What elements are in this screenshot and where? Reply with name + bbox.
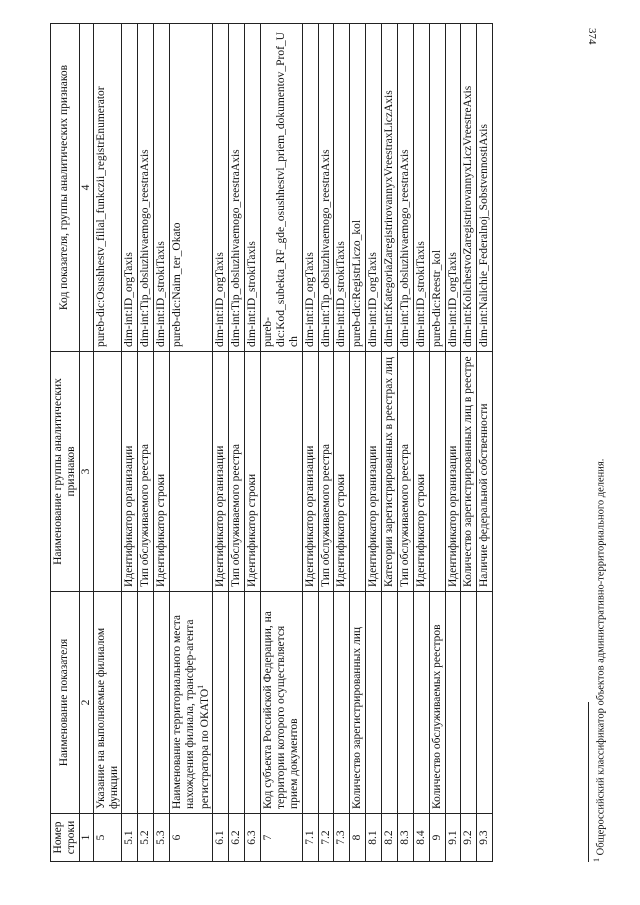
group-name-cell-text: Идентификатор строки	[335, 473, 348, 587]
code-cell	[366, 24, 382, 352]
table-row	[245, 24, 261, 862]
code-cell	[382, 24, 398, 352]
indicator-name-cell	[461, 592, 477, 814]
code-cell	[122, 24, 138, 352]
row-number-cell-text: 8.3	[398, 830, 411, 845]
group-name-cell-text: Тип обслуживаемого реестра	[398, 443, 411, 587]
code-cell	[154, 24, 170, 352]
code-cell-text: pureb-dic:Kod_subekta_RF_gde_osushhestvl_priem_dokumentov_Prof_Uch	[262, 32, 300, 347]
group-name-cell	[382, 352, 398, 592]
table-row	[261, 24, 303, 862]
code-cell	[477, 24, 493, 352]
row-number-cell-text: 5.3	[155, 830, 168, 845]
table-row	[229, 24, 245, 862]
row-number-cell	[93, 814, 122, 862]
indicator-name-cell	[261, 592, 303, 814]
group-name-cell-text: Идентификатор строки	[155, 473, 168, 587]
code-cell-text: dim-int:ID_orgTaxis	[123, 252, 136, 347]
indicator-name-cell	[213, 592, 229, 814]
row-number-cell	[334, 814, 350, 862]
table-row	[302, 24, 318, 862]
code-cell-text: dim-int:ID_strokiTaxis	[414, 241, 427, 347]
group-name-cell-text: Идентификатор организации	[214, 445, 227, 587]
row-number-cell-text: 9.3	[478, 830, 491, 845]
row-number-cell	[261, 814, 303, 862]
code-cell	[245, 24, 261, 352]
row-number-cell	[429, 814, 445, 862]
row-number-cell-text: 9.1	[446, 830, 459, 845]
footnote	[592, 459, 607, 862]
row-number-cell-text: 8.1	[367, 830, 380, 845]
row-number-cell-text: 9	[430, 834, 443, 841]
group-name-cell	[229, 352, 245, 592]
code-cell	[229, 24, 245, 352]
code-cell-text: pureb-dic:RegistrLiczo_kol	[351, 219, 364, 347]
row-number-cell	[122, 814, 138, 862]
indicator-name-cell	[382, 592, 398, 814]
indicator-name-cell	[138, 592, 154, 814]
code-cell	[93, 24, 122, 352]
code-cell-text: pureb-dic:Naim_ter_Okato	[171, 222, 183, 347]
code-cell-text: dim-int:Tip_obsluzhivaemogo_reestraAxis	[398, 149, 411, 347]
code-cell-text: dim-int:Tip_obsluzhivaemogo_reestraAxis	[139, 149, 152, 347]
group-name-cell	[93, 352, 122, 592]
code-cell	[461, 24, 477, 352]
row-number-cell-text: 6.2	[230, 830, 243, 845]
indicator-name-cell	[477, 592, 493, 814]
row-number-cell-text: 5.1	[123, 830, 136, 845]
group-name-cell-text: Идентификатор организации	[446, 445, 459, 587]
code-cell	[261, 24, 303, 352]
code-cell	[397, 24, 413, 352]
column-index: 1	[79, 814, 93, 862]
table-row	[397, 24, 413, 862]
table-row	[154, 24, 170, 862]
group-name-cell	[334, 352, 350, 592]
group-name-cell	[397, 352, 413, 592]
indicator-name-cell	[334, 592, 350, 814]
row-number-cell-text: 7.2	[319, 830, 332, 845]
table-row	[382, 24, 398, 862]
row-number-cell-text: 7	[262, 834, 275, 841]
row-number-cell-text: 6.3	[246, 830, 259, 845]
row-number-cell	[213, 814, 229, 862]
code-cell	[334, 24, 350, 352]
code-cell	[413, 24, 429, 352]
rotated-page	[40, 0, 610, 870]
indicator-name-cell	[93, 592, 122, 814]
code-cell-text: dim-int:Tip_obsluzhivaemogo_reestraAxis	[230, 149, 243, 347]
group-name-cell-text: Тип обслуживаемого реестра	[230, 443, 243, 587]
row-number-cell	[170, 814, 213, 862]
row-number-cell	[413, 814, 429, 862]
code-cell-text: dim-int:ID_orgTaxis	[367, 252, 380, 347]
group-name-cell	[413, 352, 429, 592]
code-cell	[445, 24, 461, 352]
row-number-cell	[461, 814, 477, 862]
group-name-cell	[213, 352, 229, 592]
table-row	[170, 24, 213, 862]
footnote-reference: 1	[195, 684, 205, 689]
row-number-cell-text: 8.2	[383, 830, 396, 845]
row-number-cell	[477, 814, 493, 862]
row-number-cell	[397, 814, 413, 862]
indicator-name-cell	[397, 592, 413, 814]
group-name-cell-text: Идентификатор организации	[303, 445, 316, 587]
indicator-name-cell-text: Количество обслуживаемых реестров	[430, 624, 443, 809]
table-row	[122, 24, 138, 862]
group-name-cell	[429, 352, 445, 592]
table-header-row	[51, 24, 80, 862]
table-row	[334, 24, 350, 862]
row-number-cell	[366, 814, 382, 862]
indicator-name-cell	[350, 592, 366, 814]
indicator-name-cell	[429, 592, 445, 814]
group-name-cell-text: Идентификатор организации	[367, 445, 380, 587]
indicator-name-cell-text: Код субъекта Российской Федерации, на территории которого осуществляется прием документов	[262, 611, 300, 809]
group-name-cell-text: Категории зарегистрированных в реестрах лиц	[383, 356, 396, 587]
group-name-cell	[245, 352, 261, 592]
header-row-number: Номер строки	[51, 814, 80, 862]
indicator-name-cell	[229, 592, 245, 814]
code-cell	[302, 24, 318, 352]
group-name-cell	[318, 352, 334, 592]
row-number-cell-text: 8.4	[414, 830, 427, 845]
code-cell	[213, 24, 229, 352]
row-number-cell	[445, 814, 461, 862]
row-number-cell-text: 5.2	[139, 830, 152, 845]
indicator-name-cell	[318, 592, 334, 814]
column-index: 2	[79, 592, 93, 814]
group-name-cell	[122, 352, 138, 592]
page-number: 374	[586, 28, 598, 45]
table-row	[366, 24, 382, 862]
row-number-cell-text: 8	[351, 834, 364, 841]
code-cell-text: dim-int:ID_strokiTaxis	[246, 241, 259, 347]
group-name-cell	[461, 352, 477, 592]
column-index: 3	[79, 352, 93, 592]
indicator-table	[50, 23, 493, 862]
group-name-cell	[477, 352, 493, 592]
row-number-cell	[154, 814, 170, 862]
code-cell-text: dim-int:KategoriaZaregistrirovannyxVreestraxLiczAxis	[383, 90, 396, 347]
header-group-name: Наименование группы аналитических признаков	[51, 352, 80, 592]
code-cell-text: dim-int:ID_orgTaxis	[214, 252, 227, 347]
code-cell-text: pureb-dic:Osushhestv_filial_funkczii_registrEnumerator	[94, 86, 107, 347]
code-cell	[170, 24, 213, 352]
footnote-divider	[588, 702, 589, 862]
group-name-cell	[366, 352, 382, 592]
row-number-cell-text: 6.1	[214, 830, 227, 845]
table-row	[318, 24, 334, 862]
code-cell-text: dim-int:Tip_obsluzhivaemogo_reestraAxis	[319, 149, 332, 347]
group-name-cell	[350, 352, 366, 592]
code-cell-text: dim-int:ID_orgTaxis	[303, 252, 316, 347]
row-number-cell-text: 5	[94, 834, 107, 841]
table-row	[429, 24, 445, 862]
table-row	[461, 24, 477, 862]
code-cell	[429, 24, 445, 352]
indicator-name-cell	[122, 592, 138, 814]
indicator-name-cell	[170, 592, 213, 814]
row-number-cell	[229, 814, 245, 862]
indicator-name-cell	[245, 592, 261, 814]
group-name-cell-text: Идентификатор строки	[246, 473, 259, 587]
group-name-cell-text: Наличие федеральной собственности	[478, 403, 491, 587]
group-name-cell-text: Тип обслуживаемого реестра	[139, 443, 152, 587]
indicator-name-cell	[445, 592, 461, 814]
group-name-cell	[302, 352, 318, 592]
group-name-cell-text: Идентификатор организации	[123, 445, 136, 587]
code-cell-text: dim-int:ID_orgTaxis	[446, 252, 459, 347]
code-cell	[138, 24, 154, 352]
row-number-cell	[318, 814, 334, 862]
indicator-name-cell	[413, 592, 429, 814]
column-index: 4	[79, 24, 93, 352]
indicator-name-cell-text: Наименование территориального места нахождения филиала, трансфер-агента регистратора по ОКАТО	[171, 614, 211, 809]
code-cell	[350, 24, 366, 352]
table-row	[350, 24, 366, 862]
indicator-name-cell	[366, 592, 382, 814]
indicator-name-cell	[154, 592, 170, 814]
indicator-name-cell	[302, 592, 318, 814]
code-cell-text: pureb-dic:Reestr_kol	[430, 249, 443, 347]
group-name-cell-text: Тип обслуживаемого реестра	[319, 443, 332, 587]
table-row	[445, 24, 461, 862]
code-cell-text: dim-int:ID_strokiTaxis	[155, 241, 168, 347]
code-cell	[318, 24, 334, 352]
indicator-name-cell-text: Количество зарегистрированных лиц	[351, 626, 364, 809]
table-row	[213, 24, 229, 862]
row-number-cell-text: 7.3	[335, 830, 348, 845]
row-number-cell	[382, 814, 398, 862]
row-number-cell	[302, 814, 318, 862]
code-cell-text: dim-int:KolichestvoZaregistrirovannyxLiczVreestreAxis	[462, 85, 475, 347]
row-number-cell-text: 6	[171, 834, 183, 841]
group-name-cell	[170, 352, 213, 592]
row-number-cell-text: 7.1	[303, 830, 316, 845]
code-cell-text: dim-int:Nalichie_Federalnoj_SobstvennostiAxis	[478, 124, 491, 347]
table-row	[93, 24, 122, 862]
code-cell-text: dim-int:ID_strokiTaxis	[335, 241, 348, 347]
group-name-cell-text: Количество зарегистрированных лиц в реестре	[462, 356, 475, 587]
header-code: Код показателя, группы аналитических признаков	[51, 24, 80, 352]
footnote-text: Общероссийский классификатор объектов административно-территориального деления.	[595, 458, 607, 856]
row-number-cell	[138, 814, 154, 862]
table-body	[93, 24, 493, 862]
group-name-cell-text: Идентификатор строки	[414, 473, 427, 587]
group-name-cell	[261, 352, 303, 592]
row-number-cell	[245, 814, 261, 862]
header-indicator-name: Наименование показателя	[51, 592, 80, 814]
table-row	[477, 24, 493, 862]
group-name-cell	[154, 352, 170, 592]
group-name-cell	[445, 352, 461, 592]
group-name-cell	[138, 352, 154, 592]
row-number-cell	[350, 814, 366, 862]
column-index-row	[79, 24, 93, 862]
indicator-name-cell-text: Указание на выполняемые филиалом функции	[94, 627, 120, 809]
footnote-marker: 1	[592, 858, 601, 862]
row-number-cell-text: 9.2	[462, 830, 475, 845]
table-row	[138, 24, 154, 862]
table-row	[413, 24, 429, 862]
